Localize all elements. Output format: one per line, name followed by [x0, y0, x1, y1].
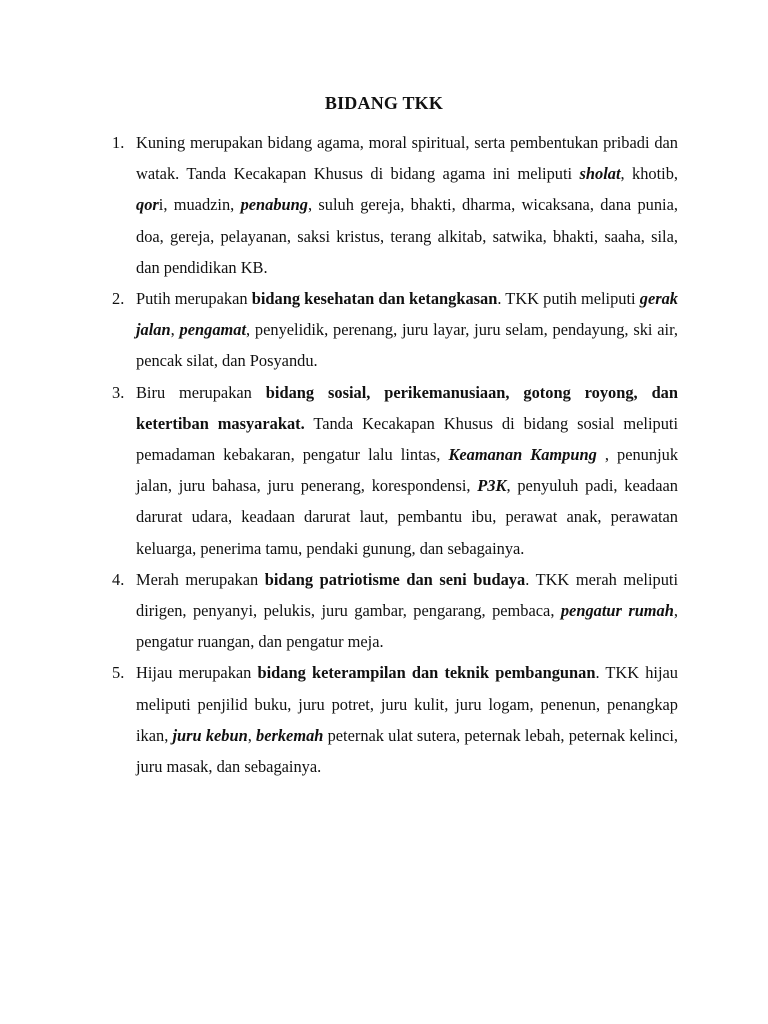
list-item — [112, 657, 678, 782]
list-item — [112, 564, 678, 658]
emphasized-term: juru kebun — [172, 725, 248, 745]
bold-phrase: bidang kesehatan dan ketangkasan — [251, 289, 498, 309]
text-run: Kuning merupakan bidang agama, moral spiritual, serta pembentukan pribadi dan watak. Tanda Kecakapan Khusus di bidang agama ini meliputi — [136, 133, 678, 184]
list-item-number: 5. — [112, 663, 125, 683]
list-item-text — [136, 133, 678, 277]
text-run: Tanda Kecakapan Khusus di bidang sosial meliputi pemadaman kebakaran, pengatur lalu lintas, — [136, 413, 678, 465]
text-run: Putih merupakan — [136, 289, 252, 309]
numbered-list — [112, 127, 678, 782]
text-run: , khotib, — [620, 164, 678, 184]
list-item — [112, 127, 678, 283]
text-run: . TKK merah meliputi dirigen, penyanyi, pelukis, juru gambar, pengarang, pembaca, — [136, 569, 678, 621]
emphasized-term: pengatur rumah — [560, 601, 674, 621]
text-run: i, muadzin, — [158, 195, 241, 215]
text-run: peternak ulat sutera, peternak lebah, peternak kelinci, juru masak, dan sebagainya. — [136, 725, 678, 777]
list-item — [112, 283, 678, 377]
emphasized-term: P3K — [477, 476, 507, 496]
list-item-text — [136, 570, 678, 651]
emphasized-term: berkemah — [256, 725, 324, 745]
page-title: BIDANG TKK — [324, 93, 444, 113]
text-run: , penyelidik, perenang, juru layar, juru selam, pendayung, ski air, pencak silat, dan Posyandu. — [136, 320, 678, 371]
text-run: , penyuluh padi, keadaan darurat udara, keadaan darurat laut, pembantu ibu, perawat anak, perawatan keluarga, penerima tamu, pendaki gunung, dan sebagainya. — [136, 476, 678, 558]
list-item-text — [136, 383, 678, 558]
text-run: , suluh gereja, bhakti, dharma, wicaksana, dana punia, doa, gereja, pelayanan, saksi kristus, terang alkitab, satwika, bhakti, saaha, sila, dan pendidikan KB. — [136, 195, 678, 277]
text-run: . TKK hijau meliputi penjilid buku, juru potret, juru kulit, juru logam, penenun, penangkap ikan, — [136, 663, 678, 745]
emphasized-term: Keamanan Kampung — [448, 445, 597, 465]
text-run: , penunjuk jalan, juru bahasa, juru penerang, korespondensi, — [136, 445, 679, 496]
list-item-number: 2. — [112, 289, 125, 309]
bold-phrase: bidang keterampilan dan teknik pembangunan — [257, 663, 596, 683]
list-item-number: 3. — [112, 382, 125, 402]
text-run: Hijau merupakan — [136, 663, 258, 683]
list-item-text — [136, 663, 678, 776]
list-item-text — [136, 289, 678, 370]
list-item-number: 1. — [112, 133, 125, 152]
list-item-number: 4. — [112, 569, 125, 589]
bold-phrase: bidang sosial, perikemanusiaan, gotong royong, dan ketertiban masyarakat. — [136, 382, 678, 433]
list-item — [112, 377, 678, 564]
bold-phrase: bidang patriotisme dan seni budaya — [264, 569, 526, 589]
text-run: , — [247, 725, 257, 745]
text-run: Merah merupakan — [136, 569, 265, 589]
text-run: . TKK putih meliputi — [497, 289, 640, 309]
text-run: Biru merupakan — [136, 382, 266, 402]
emphasized-term: pengamat — [179, 320, 247, 340]
emphasized-term: qor — [136, 195, 159, 215]
text-run: , pengatur ruangan, dan pengatur meja. — [136, 601, 678, 652]
emphasized-term: gerak jalan — [136, 289, 678, 340]
emphasized-term: sholat — [579, 164, 621, 184]
emphasized-term: penabung — [240, 195, 308, 215]
text-run: , — [170, 320, 180, 340]
